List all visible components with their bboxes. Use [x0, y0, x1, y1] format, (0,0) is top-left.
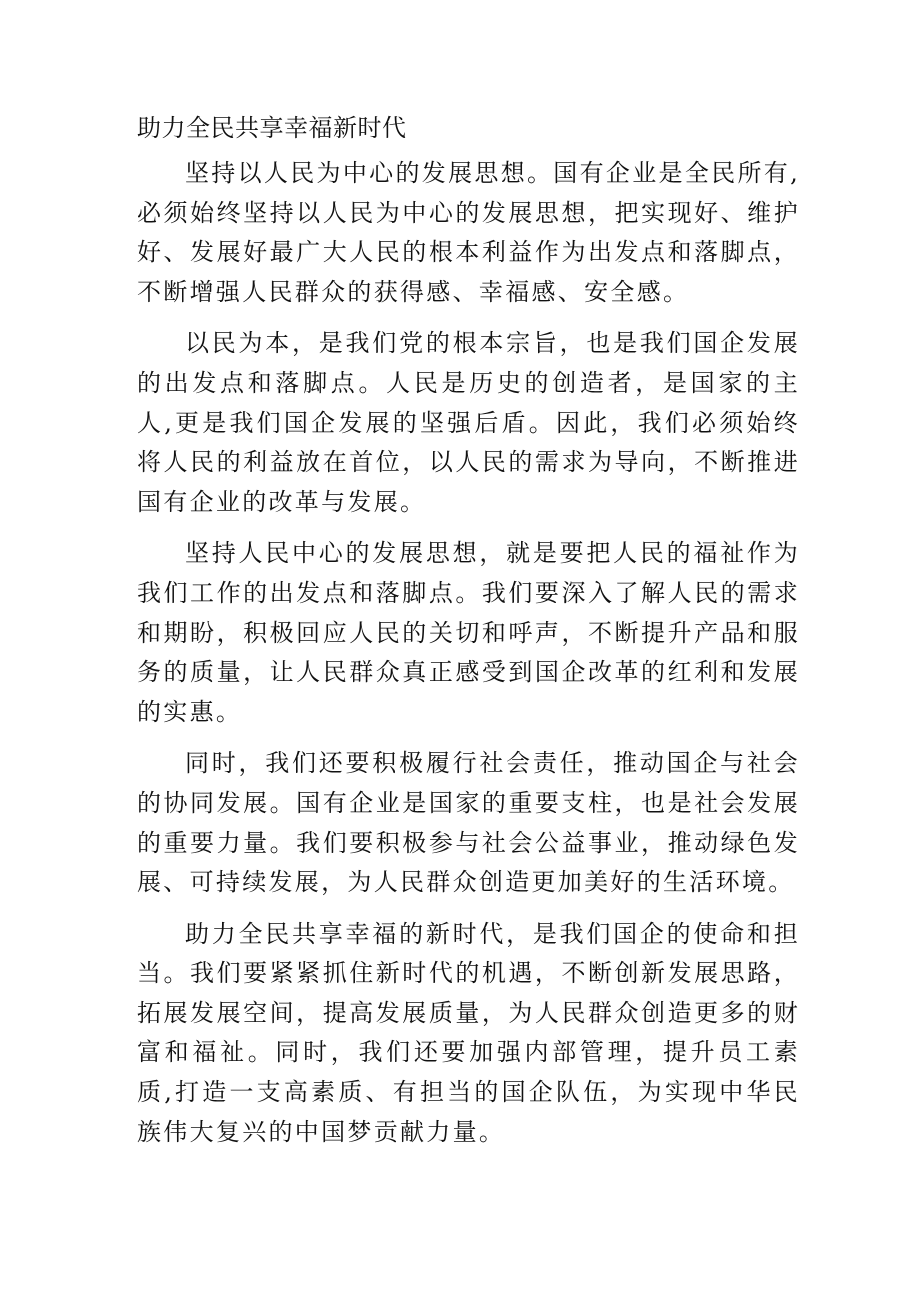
paragraph-5: 助力全民共享幸福的新时代，是我们国企的使命和担当。我们要紧紧抓住新时代的机遇，不断创新发展思路，拓展发展空间，提高发展质量，为人民群众创造更多的财富和福祉。同时，我们还要加强内部管理，提升员工素质,打造一支高素质、有担当的国企队伍，为实现中华民族伟大复兴的中国梦贡献力量。	[137, 919, 800, 1146]
paragraph-4: 同时，我们还要积极履行社会责任，推动国企与社会的协同发展。国有企业是国家的重要支柱，也是社会发展的重要力量。我们要积极参与社会公益事业，推动绿色发展、可持续发展，为人民群众创造更加美好的生活环境。	[137, 749, 800, 897]
paragraph-1: 坚持以人民为中心的发展思想。国有企业是全民所有,必须始终坚持以人民为中心的发展思想，把实现好、维护好、发展好最广大人民的根本利益作为出发点和落脚点，不断增强人民群众的获得感、幸福感、安全感。	[137, 159, 800, 306]
document-title: 助力全民共享幸福新时代	[137, 114, 407, 142]
paragraph-2: 以民为本，是我们党的根本宗旨，也是我们国企发展的出发点和落脚点。人民是历史的创造者，是国家的主人,更是我们国企发展的坚强后盾。因此，我们必须始终将人民的利益放在首位，以人民的需求为导向，不断推进国有企业的改革与发展。	[137, 329, 800, 516]
paragraph-3: 坚持人民中心的发展思想，就是要把人民的福祉作为我们工作的出发点和落脚点。我们要深入了解人民的需求和期盼，积极回应人民的关切和呼声，不断提升产品和服务的质量，让人民群众真正感受到国企改革的红利和发展的实惠。	[137, 539, 800, 726]
